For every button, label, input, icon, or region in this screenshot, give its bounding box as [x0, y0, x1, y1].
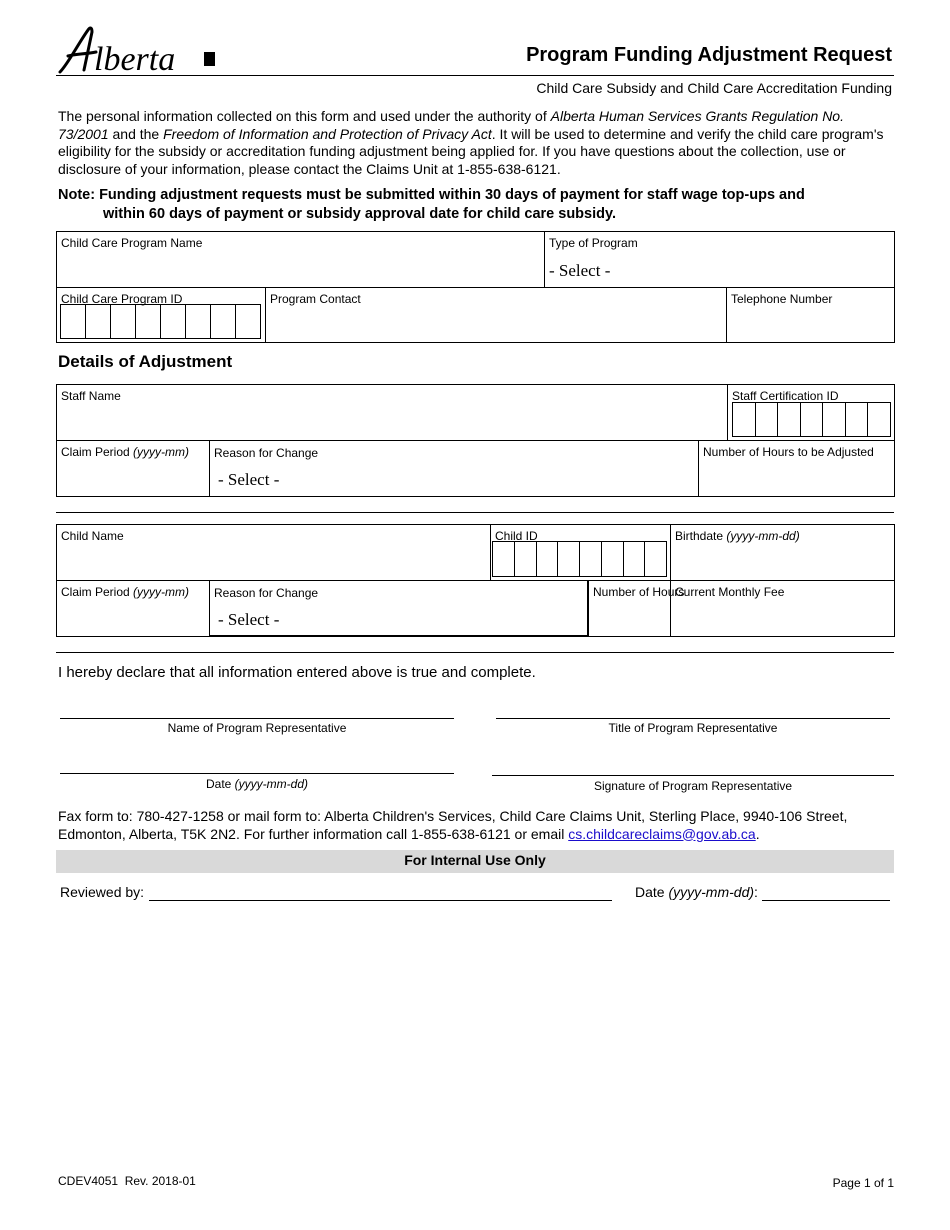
- staff-reason-label: Reason for Change: [214, 446, 319, 460]
- rep-name-label: Name of Program Representative: [167, 721, 347, 735]
- submission-note: Note: Funding adjustment requests must be submitted within 30 days of payment for staff wage top-ups and within 60 days of payment or subsidy approval date for child care subsidy.: [58, 187, 805, 222]
- privacy-statement: The personal information collected on this form and used under the authority of Alberta Human Services Grants Regulation No. 73/2001 and the Freedom of Information and Protection of Privacy Act. It will be used to determine and verify the child care program's eligibility for the subsidy or accreditation funding adjustment being applied for. If you have questions about the collection, use or disclosure of your information, please contact the Claims Unit at 1-855-638-6121.: [58, 108, 884, 177]
- telephone-field[interactable]: [727, 288, 894, 342]
- child-name-label: Child Name: [61, 529, 124, 543]
- program-name-label: Child Care Program Name: [61, 236, 203, 250]
- monthly-fee-label: Current Monthly Fee: [675, 585, 785, 599]
- child-claim-period-field[interactable]: [57, 581, 209, 636]
- page-number: Page 1 of 1: [832, 1176, 894, 1190]
- program-type-value: - Select -: [549, 261, 611, 280]
- contact-instructions: Fax form to: 780-427-1258 or mail form to: Alberta Children's Services, Child Care Claims Unit, Sterling Place, 9940-106 Street, Edmonton, Alberta, T5K 2N2. For further information call 1-855-638-6121 or email cs.childcareclaims@gov.ab.ca.: [58, 808, 848, 842]
- rep-title-label: Title of Program Representative: [608, 721, 778, 735]
- form-title: Program Funding Adjustment Request: [526, 44, 892, 66]
- staff-cert-id-label: Staff Certification ID: [732, 389, 839, 403]
- reviewed-by-label: Reviewed by:: [60, 884, 145, 900]
- form-subtitle: Child Care Subsidy and Child Care Accreditation Funding: [536, 80, 892, 96]
- monthly-fee-field[interactable]: [671, 581, 894, 636]
- child-claim-period-label: Claim Period (yyyy-mm): [61, 585, 190, 599]
- staff-name-label: Staff Name: [61, 389, 121, 403]
- internal-use-banner: For Internal Use Only: [56, 850, 894, 873]
- rep-name-line[interactable]: [60, 718, 454, 719]
- hours-adjusted-field[interactable]: [699, 441, 894, 496]
- staff-claim-period-label: Claim Period (yyyy-mm): [61, 445, 190, 459]
- program-type-label: Type of Program: [549, 236, 638, 250]
- signature-label: Signature of Program Representative: [593, 779, 793, 793]
- alberta-logo: [54, 24, 219, 78]
- child-hours-label: Number of Hours: [593, 585, 685, 599]
- date-line[interactable]: [60, 773, 454, 774]
- child-id-field[interactable]: [491, 525, 670, 580]
- program-id-field[interactable]: [57, 288, 265, 342]
- child-reason-value: - Select -: [218, 610, 280, 629]
- rep-title-line[interactable]: [496, 718, 890, 719]
- program-name-field[interactable]: [57, 232, 544, 287]
- staff-cert-id-field[interactable]: [728, 385, 894, 440]
- internal-date-line[interactable]: [762, 900, 890, 901]
- child-adjustment-table: [56, 524, 895, 637]
- signature-line[interactable]: [492, 775, 894, 776]
- internal-date-label: Date (yyyy-mm-dd):: [635, 884, 758, 900]
- section-divider: [56, 512, 894, 513]
- child-hours-field[interactable]: [589, 581, 685, 636]
- details-heading: Details of Adjustment: [58, 352, 233, 371]
- staff-adjustment-table: [56, 384, 895, 497]
- reviewed-by-line[interactable]: [149, 900, 612, 901]
- svg-text:lberta: lberta: [94, 41, 176, 78]
- program-contact-field[interactable]: [266, 288, 726, 342]
- program-id-label: Child Care Program ID: [61, 292, 183, 306]
- child-id-digit-boxes: [492, 541, 667, 577]
- section-divider-2: [56, 652, 894, 653]
- program-id-digit-boxes: [60, 304, 261, 339]
- staff-cert-digit-boxes: [732, 402, 891, 437]
- child-reason-select[interactable]: [210, 581, 587, 635]
- child-id-label: Child ID: [495, 529, 538, 543]
- staff-name-field[interactable]: [57, 385, 727, 440]
- date-label: Date (yyyy-mm-dd): [205, 777, 308, 791]
- telephone-label: Telephone Number: [731, 292, 833, 306]
- child-name-field[interactable]: [57, 525, 490, 580]
- form-id: CDEV4051 Rev. 2018-01: [58, 1174, 196, 1188]
- hours-adjusted-label: Number of Hours to be Adjusted: [703, 445, 874, 459]
- birthdate-label: Birthdate (yyyy-mm-dd): [675, 529, 800, 543]
- declaration-text: I hereby declare that all information entered above is true and complete.: [58, 664, 536, 681]
- email-link[interactable]: cs.childcareclaims@gov.ab.ca: [568, 825, 756, 842]
- staff-claim-period-field[interactable]: [57, 441, 209, 496]
- child-reason-label: Reason for Change: [214, 586, 319, 600]
- header-rule: [56, 75, 894, 76]
- program-info-table: [56, 231, 895, 343]
- staff-reason-select[interactable]: [210, 441, 698, 496]
- staff-reason-value: - Select -: [218, 470, 280, 489]
- program-contact-label: Program Contact: [270, 292, 361, 306]
- program-type-select[interactable]: [545, 232, 894, 287]
- birthdate-field[interactable]: [671, 525, 894, 580]
